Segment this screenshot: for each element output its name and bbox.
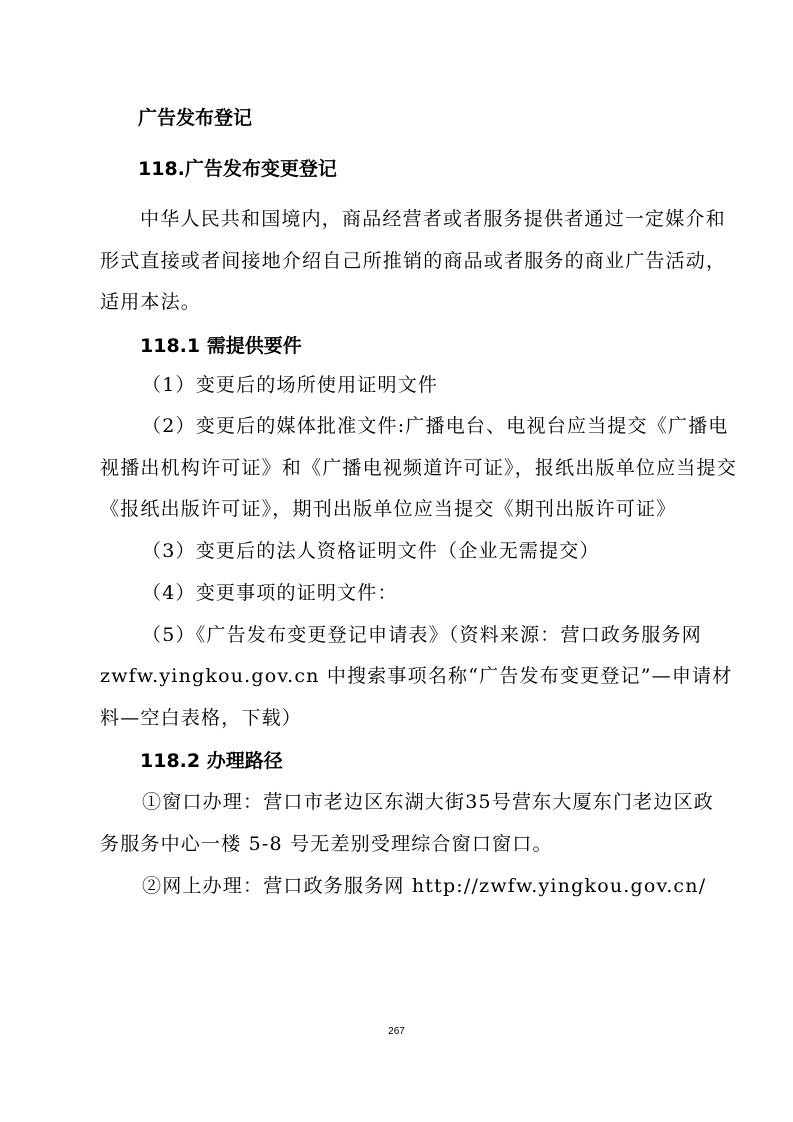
materials-heading: 118.1 需提供要件 — [140, 335, 302, 357]
item-title: 118.广告发布变更登记 — [138, 158, 337, 180]
materials-line: （1）变更后的场所使用证明文件 — [142, 374, 439, 396]
materials-line: 料—空白表格，下载） — [100, 707, 303, 729]
materials-line: zwfw.yingkou.gov.cn 中搜索事项名称“广告发布变更登记”—申请材 — [100, 665, 733, 687]
intro-line: 形式直接或者间接地介绍自己所推销的商品或者服务的商业广告活动， — [100, 250, 727, 272]
path-line: 务服务中心一楼 5-8 号无差别受理综合窗口窗口。 — [100, 833, 553, 855]
intro-line: 适用本法。 — [100, 291, 202, 313]
path-heading: 118.2 办理路径 — [140, 750, 283, 772]
materials-line: 视播出机构许可证》和《广播电视频道许可证》，报纸出版单位应当提交 — [100, 457, 737, 479]
page-number: 267 — [388, 1026, 405, 1037]
materials-line: （4）变更事项的证明文件： — [142, 582, 398, 604]
section-title: 广告发布登记 — [138, 107, 253, 129]
path-line: ①窗口办理：营口市老边区东湖大街35号营东大厦东门老边区政 — [142, 791, 714, 813]
intro-line: 中华人民共和国境内，商品经营者或者服务提供者通过一定媒介和 — [140, 208, 726, 230]
path-line: ②网上办理：营口政务服务网 http://zwfw.yingkou.gov.cn/ — [142, 875, 707, 897]
materials-line: （5）《广告发布变更登记申请表》（资料来源：营口政务服务网 — [142, 624, 702, 646]
materials-line: 《报纸出版许可证》，期刊出版单位应当提交《期刊出版许可证》 — [100, 498, 677, 520]
materials-line: （2）变更后的媒体批准文件:广播电台、电视台应当提交《广播电 — [142, 415, 729, 437]
materials-line: （3）变更后的法人资格证明文件（企业无需提交） — [142, 540, 600, 562]
